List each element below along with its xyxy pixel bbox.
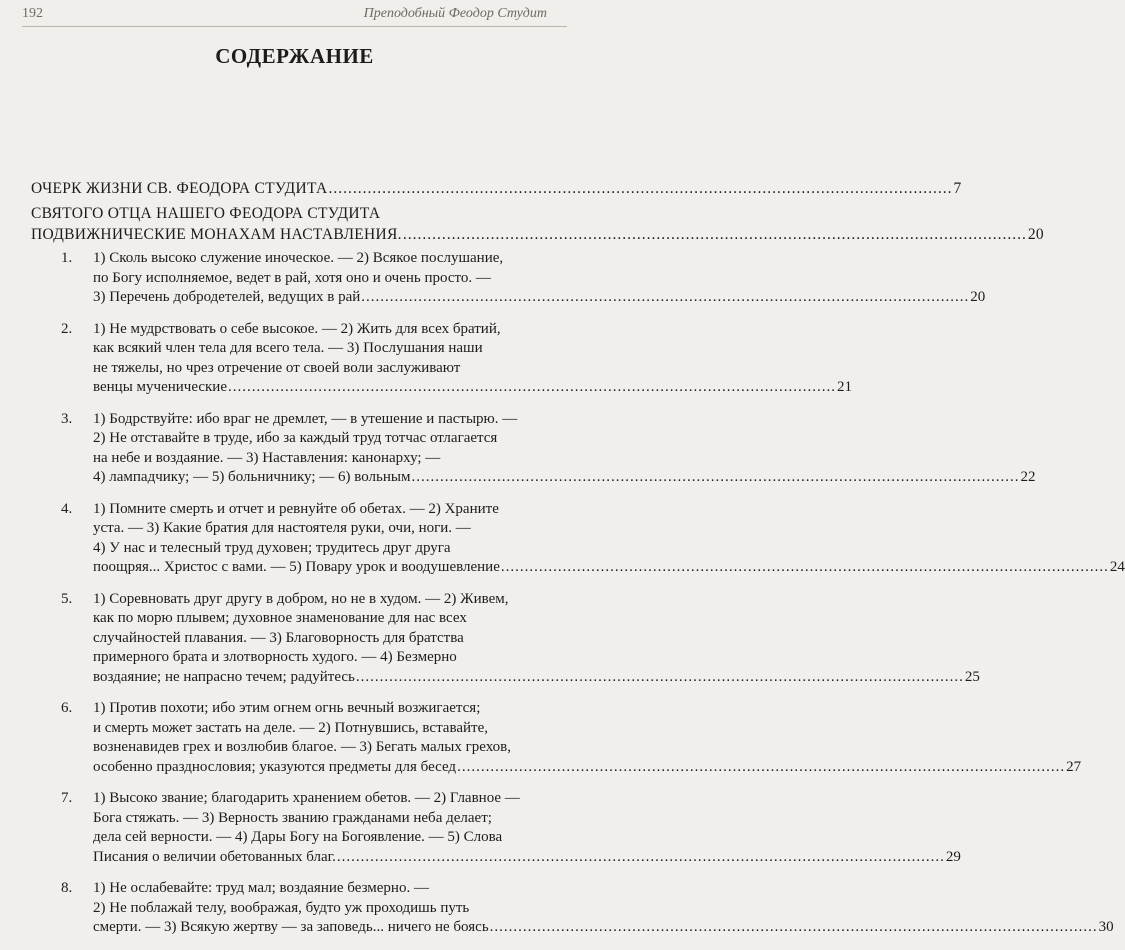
- entry-line: примерного брата и злотворность худого. — 4) Безмерно: [93, 649, 457, 665]
- entry-line: 1) Не ослабевайте: труд мал; воздаяние безмерно. —: [93, 880, 429, 896]
- entry-line: как по морю плывем; духовное знаменование для нас всех: [93, 610, 467, 626]
- entry-number: 1.: [61, 250, 73, 266]
- toc-entry: [31, 879, 1114, 938]
- toc-entry: [31, 249, 986, 308]
- page-ref: 27: [1066, 758, 1082, 775]
- entry-last-line: [93, 468, 1036, 488]
- page-ref: 7: [953, 180, 962, 197]
- entry-number: 5.: [61, 590, 73, 607]
- entry-line: 3) Перечень добродетелей, ведущих в рай: [93, 289, 361, 305]
- entry-last-line: [93, 668, 980, 688]
- entry-number: 7.: [61, 790, 73, 806]
- page-ref: 22: [1020, 469, 1036, 485]
- section-title: СВЯТОГО ОТЦА НАШЕГО ФЕОДОРА СТУДИТА: [31, 205, 381, 222]
- entry-line: по Богу исполняемое, ведет в рай, хотя оно и очень просто. —: [93, 269, 491, 286]
- entry-line: особенно празднословия; указуются предметы для бесед: [93, 758, 457, 775]
- toc-entry: [31, 699, 1082, 777]
- dot-leader: ................................................................................................................................: [457, 758, 1066, 775]
- entry-line: воздаяние; не напрасно течем; радуйтесь: [93, 668, 355, 685]
- entry-last-line: [93, 758, 1082, 778]
- page-ref: 20: [1027, 226, 1044, 243]
- toc-entry: [31, 590, 980, 688]
- toc-section-biography: [31, 178, 962, 199]
- header-running-title: Преподобный Феодор Студит: [363, 6, 547, 21]
- page-title: СОДЕРЖАНИЕ: [215, 44, 374, 68]
- header-page-number: 192: [22, 6, 43, 21]
- entry-number: 2.: [61, 320, 73, 337]
- page-ref: 25: [964, 668, 980, 685]
- entry-line: 1) Высоко звание; благодарить хранением обетов. — 2) Главное —: [93, 790, 520, 806]
- entry-line: 4) лампадчику; — 5) больничнику; — 6) вольным: [93, 469, 411, 485]
- page-ref: 24: [1109, 559, 1125, 575]
- entry-line: смерти. — 3) Всякую жертву — за заповедь... ничего не боясь: [93, 919, 489, 935]
- page-ref: 21: [837, 379, 852, 395]
- toc-entry: [31, 500, 1125, 578]
- toc-line: [31, 224, 1044, 245]
- entry-line: не тяжелы, но чрез отречение от своей воли заслуживают: [93, 359, 461, 376]
- entry-text: [93, 249, 986, 308]
- entry-line: на небе и воздаяние. — 3) Наставления: канонарху; —: [93, 449, 441, 466]
- running-header: [22, 4, 567, 27]
- entry-line: 1) Сколь высоко служение иноческое. — 2) Всякое послушание,: [93, 250, 504, 266]
- dot-leader: ................................................................................................................................: [411, 469, 1020, 485]
- section-title: ОЧЕРК ЖИЗНИ СВ. ФЕОДОРА СТУДИТА: [31, 180, 328, 197]
- page-ref: 29: [945, 848, 961, 865]
- section-title: ПОДВИЖНИЧЕСКИЕ МОНАХАМ НАСТАВЛЕНИЯ.: [31, 226, 402, 243]
- entry-line: 4) У нас и телесный труд духовен; трудитесь друг друга: [93, 539, 451, 556]
- table-of-contents: [31, 178, 1125, 950]
- toc-entry: [31, 789, 961, 867]
- entry-last-line: [93, 848, 961, 868]
- entry-text: [93, 410, 1036, 488]
- toc-entry: [31, 410, 1036, 488]
- dot-leader: ................................................................................................................................: [402, 226, 1027, 243]
- entry-number: 4.: [61, 500, 73, 517]
- entry-number: 8.: [61, 880, 73, 896]
- entry-last-line: [93, 288, 986, 308]
- entry-line: Бога стяжать. — 3) Верность званию гражданами неба делает;: [93, 809, 492, 826]
- entry-number: 6.: [61, 700, 73, 716]
- entry-text: [93, 879, 1114, 938]
- entry-last-line: [93, 918, 1114, 938]
- dot-leader: ................................................................................................................................: [328, 180, 953, 197]
- entry-line: 1) Не мудрствовать о себе высокое. — 2) Жить для всех братий,: [93, 320, 501, 337]
- entry-line: случайностей плавания. — 3) Благоворность для братства: [93, 629, 464, 646]
- dot-leader: ................................................................................................................................: [355, 668, 964, 685]
- entry-line: 2) Не отставайте в труде, ибо за каждый труд тотчас отлагается: [93, 430, 498, 446]
- entry-last-line: [93, 558, 1125, 578]
- entry-line: как всякий член тела для всего тела. — 3) Послушания наши: [93, 340, 483, 356]
- entry-line: 1) Помните смерть и отчет и ревнуйте об обетах. — 2) Храните: [93, 500, 499, 517]
- entry-line: венцы мученические: [93, 379, 227, 395]
- dot-leader: ................................................................................................................................: [361, 289, 970, 305]
- entry-line: Писания о величии обетованных благ.: [93, 848, 336, 865]
- dot-leader: ................................................................................................................................: [228, 379, 836, 395]
- entry-line: 1) Против похоти; ибо этим огнем огнь вечный возжигается;: [93, 700, 481, 716]
- entry-text: [93, 789, 961, 867]
- entry-text: [93, 590, 980, 688]
- entry-line: 1) Бодрствуйте: ибо враг не дремлет, — в утешение и пастырю. —: [93, 410, 518, 427]
- entry-number: 3.: [61, 410, 73, 427]
- entry-text: [93, 500, 1125, 578]
- toc-section-instructions: [31, 203, 1044, 245]
- entry-text: [93, 320, 852, 398]
- toc-entries: [31, 249, 1125, 938]
- entry-last-line: [93, 378, 852, 398]
- entry-line: дела сей верности. — 4) Дары Богу на Богоявление. — 5) Слова: [93, 829, 503, 845]
- entry-line: 2) Не поблажай телу, воображая, будто уж проходишь путь: [93, 899, 470, 916]
- entry-line: уста. — 3) Какие братия для настоятеля руки, очи, ноги. —: [93, 520, 471, 536]
- page-ref: 30: [1098, 919, 1114, 935]
- dot-leader: ................................................................................................................................: [500, 559, 1109, 575]
- entry-line: возненавидев грех и возлюбив благое. — 3) Бегать малых грехов,: [93, 739, 511, 755]
- toc-line: [31, 178, 962, 199]
- dot-leader: ................................................................................................................................: [336, 848, 945, 865]
- dot-leader: ................................................................................................................................: [489, 919, 1098, 935]
- toc-entry: [31, 320, 852, 398]
- entry-line: и смерть может застать на деле. — 2) Потнувшись, вставайте,: [93, 719, 488, 736]
- entry-line: 1) Соревновать друг другу в добром, но не в худом. — 2) Живем,: [93, 590, 509, 607]
- entry-line: поощряя... Христос с вами. — 5) Повару урок и воодушевление: [93, 559, 500, 575]
- entry-text: [93, 699, 1082, 777]
- page-ref: 20: [970, 289, 986, 305]
